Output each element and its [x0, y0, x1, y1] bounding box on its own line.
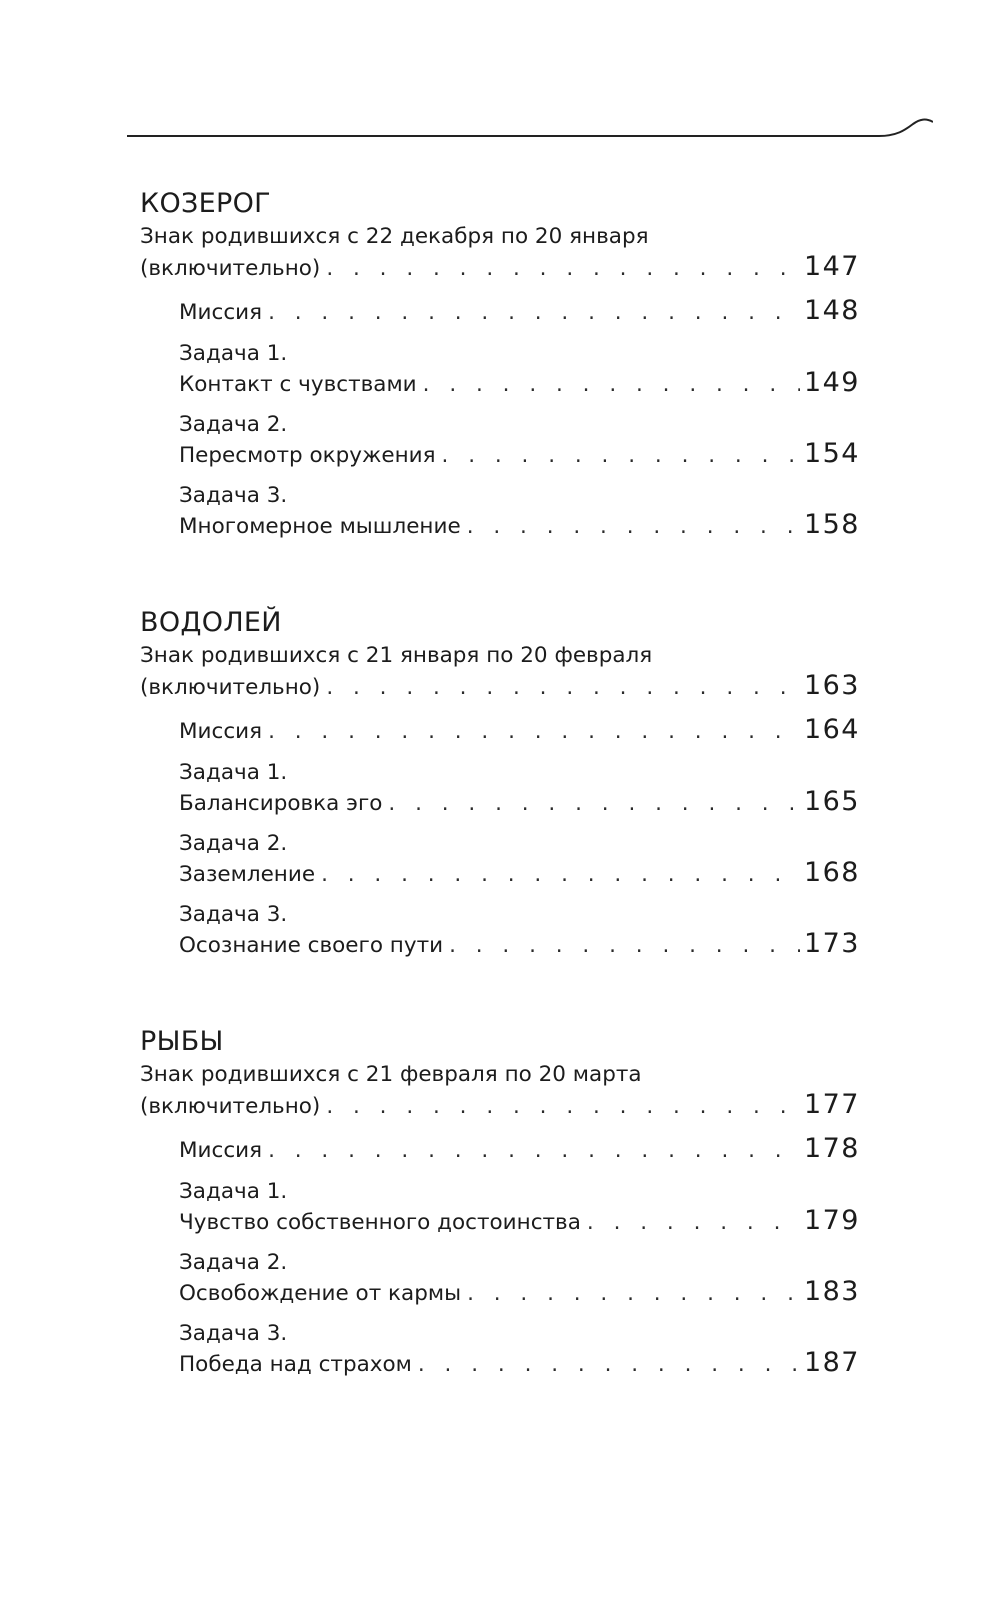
task-title: Заземление — [179, 862, 316, 887]
toc-entry-task[interactable] — [179, 410, 860, 470]
toc-entry-task[interactable] — [179, 758, 860, 818]
toc-entry-task[interactable] — [179, 829, 860, 889]
page-number: 147 — [803, 251, 860, 282]
task-number: Задача 2. — [179, 1250, 288, 1275]
entry-label: Миссия — [179, 300, 263, 325]
page-number: 165 — [803, 786, 860, 817]
dot-leader — [467, 1280, 800, 1308]
page-number: 168 — [803, 857, 860, 888]
sign-date-range: Знак родившихся с 21 февраля по 20 марта — [140, 1062, 642, 1087]
toc-entry-sign[interactable] — [140, 252, 860, 284]
sign-date-note: (включительно) — [140, 1094, 321, 1119]
task-number: Задача 3. — [179, 483, 288, 508]
dot-leader — [326, 673, 800, 703]
toc-entry-task[interactable] — [179, 339, 860, 399]
dot-leader — [587, 1209, 800, 1237]
sign-date-note: (включительно) — [140, 256, 321, 281]
dot-leader — [268, 717, 800, 747]
task-title: Многомерное мышление — [179, 514, 461, 539]
toc-entry-task[interactable] — [179, 1177, 860, 1237]
toc-section-pisces — [140, 1026, 860, 1379]
dot-leader — [268, 298, 800, 328]
dot-leader — [442, 442, 800, 470]
page-number: 183 — [803, 1276, 860, 1307]
dot-leader — [467, 513, 800, 541]
task-title: Освобождение от кармы — [179, 1281, 462, 1306]
entry-label: Миссия — [179, 719, 263, 744]
dot-leader — [423, 371, 800, 399]
entry-label: Миссия — [179, 1138, 263, 1163]
page-number: 148 — [803, 295, 860, 326]
toc-section-aquarius — [140, 607, 860, 960]
dot-leader — [268, 1136, 800, 1166]
header-rule — [127, 118, 933, 144]
dot-leader — [388, 790, 800, 818]
task-title: Балансировка эго — [179, 791, 383, 816]
page-number: 158 — [803, 509, 860, 540]
task-number: Задача 3. — [179, 1321, 288, 1346]
page-number: 154 — [803, 438, 860, 469]
task-title: Победа над страхом — [179, 1352, 412, 1377]
dot-leader — [326, 254, 800, 284]
dot-leader — [321, 861, 800, 889]
toc-entry-task[interactable] — [179, 481, 860, 541]
sign-date-range: Знак родившихся с 22 декабря по 20 января — [140, 224, 649, 249]
toc-section-capricorn — [140, 188, 860, 541]
toc-entry-mission[interactable] — [179, 1134, 860, 1166]
task-number: Задача 2. — [179, 412, 288, 437]
toc-entry-mission[interactable] — [179, 715, 860, 747]
sign-date-range: Знак родившихся с 21 января по 20 февраля — [140, 643, 653, 668]
task-number: Задача 2. — [179, 831, 288, 856]
sign-date-note: (включительно) — [140, 675, 321, 700]
task-number: Задача 3. — [179, 902, 288, 927]
toc-entry-sign[interactable] — [140, 1090, 860, 1122]
page-number: 179 — [803, 1205, 860, 1236]
page-number: 177 — [803, 1089, 860, 1120]
toc-entry-mission[interactable] — [179, 296, 860, 328]
sign-title: РЫБЫ — [140, 1026, 224, 1057]
sign-title: КОЗЕРОГ — [140, 188, 271, 219]
task-title: Чувство собственного достоинства — [179, 1210, 581, 1235]
task-number: Задача 1. — [179, 760, 288, 785]
task-title: Контакт с чувствами — [179, 372, 417, 397]
toc-entry-task[interactable] — [179, 900, 860, 960]
page-number: 163 — [803, 670, 860, 701]
toc-entry-sign[interactable] — [140, 671, 860, 703]
page-number: 173 — [803, 928, 860, 959]
dot-leader — [326, 1092, 800, 1122]
page-number: 187 — [803, 1347, 860, 1378]
toc-entry-task[interactable] — [179, 1248, 860, 1308]
toc-entry-task[interactable] — [179, 1319, 860, 1379]
dot-leader — [449, 932, 800, 960]
task-title: Пересмотр окружения — [179, 443, 436, 468]
page-number: 178 — [803, 1133, 860, 1164]
task-number: Задача 1. — [179, 1179, 288, 1204]
dot-leader — [418, 1351, 800, 1379]
page-number: 149 — [803, 367, 860, 398]
task-title: Осознание своего пути — [179, 933, 444, 958]
task-number: Задача 1. — [179, 341, 288, 366]
sign-title: ВОДОЛЕЙ — [140, 607, 282, 638]
page-number: 164 — [803, 714, 860, 745]
